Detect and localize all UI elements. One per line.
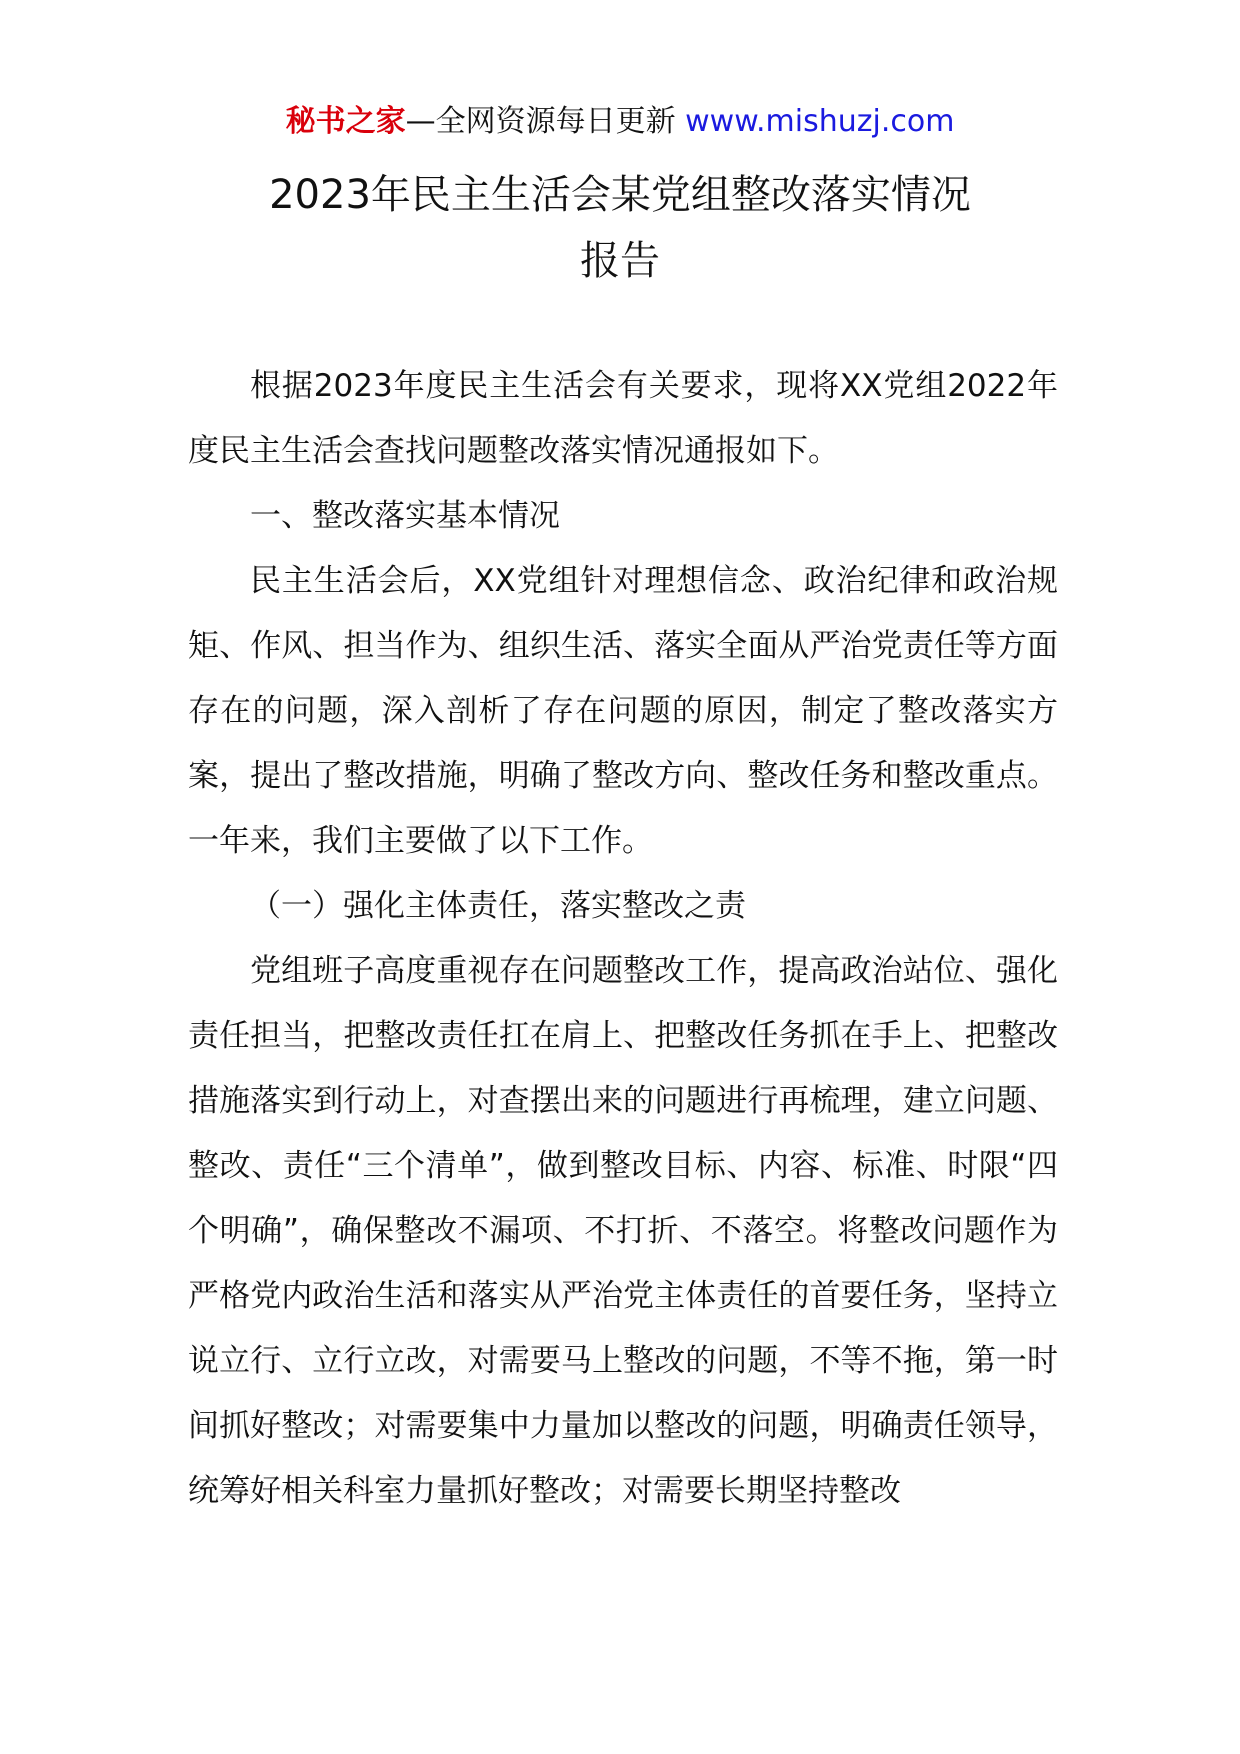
subsection-heading: （一）强化主体责任，落实整改之责	[250, 888, 746, 924]
site-url-link[interactable]: www.mishuzj.com	[685, 104, 955, 139]
document-title	[120, 162, 1120, 294]
body-paragraph: 党组班子高度重视存在问题整改工作，提高政治站位、强化责任担当，把整改责任扛在肩上、把整改任务抓在手上、把整改措施落实到行动上，对查摆出来的问题进行再梳理，建立问题、整改、责任“三个清单”，做到整改目标、内容、标准、时限“四个明确”，确保整改不漏项、不打折、不落空。将整改问题作为严格党内政治生活和落实从严治党主体责任的首要任务，坚持立说立行、立行立改，对需要马上整改的问题，不等不拖，第一时间抓好整改；对需要集中力量加以整改的问题，明确责任领导，统筹好相关科室力量抓好整改；对需要长期坚持整改	[188, 953, 1058, 1509]
body-paragraph: 民主生活会后，XX党组针对理想信念、政治纪律和政治规矩、作风、担当作为、组织生活、落实全面从严治党责任等方面存在的问题，深入剖析了存在问题的原因，制定了整改落实方案，提出了整改措施，明确了整改方向、整改任务和整改重点。一年来，我们主要做了以下工作。	[188, 563, 1058, 859]
title-line-1: 2023年民主生活会某党组整改落实情况	[269, 172, 971, 218]
brand-name: 秘书之家	[285, 104, 406, 139]
site-banner	[0, 100, 1240, 144]
title-line-2: 报告	[580, 238, 660, 284]
document-body	[188, 354, 1058, 1524]
intro-paragraph: 根据2023年度民主生活会有关要求，现将XX党组2022年度民主生活会查找问题整改落实情况通报如下。	[188, 368, 1058, 469]
slogan: —全网资源每日更新	[405, 104, 676, 139]
section-heading: 一、整改落实基本情况	[250, 498, 560, 534]
